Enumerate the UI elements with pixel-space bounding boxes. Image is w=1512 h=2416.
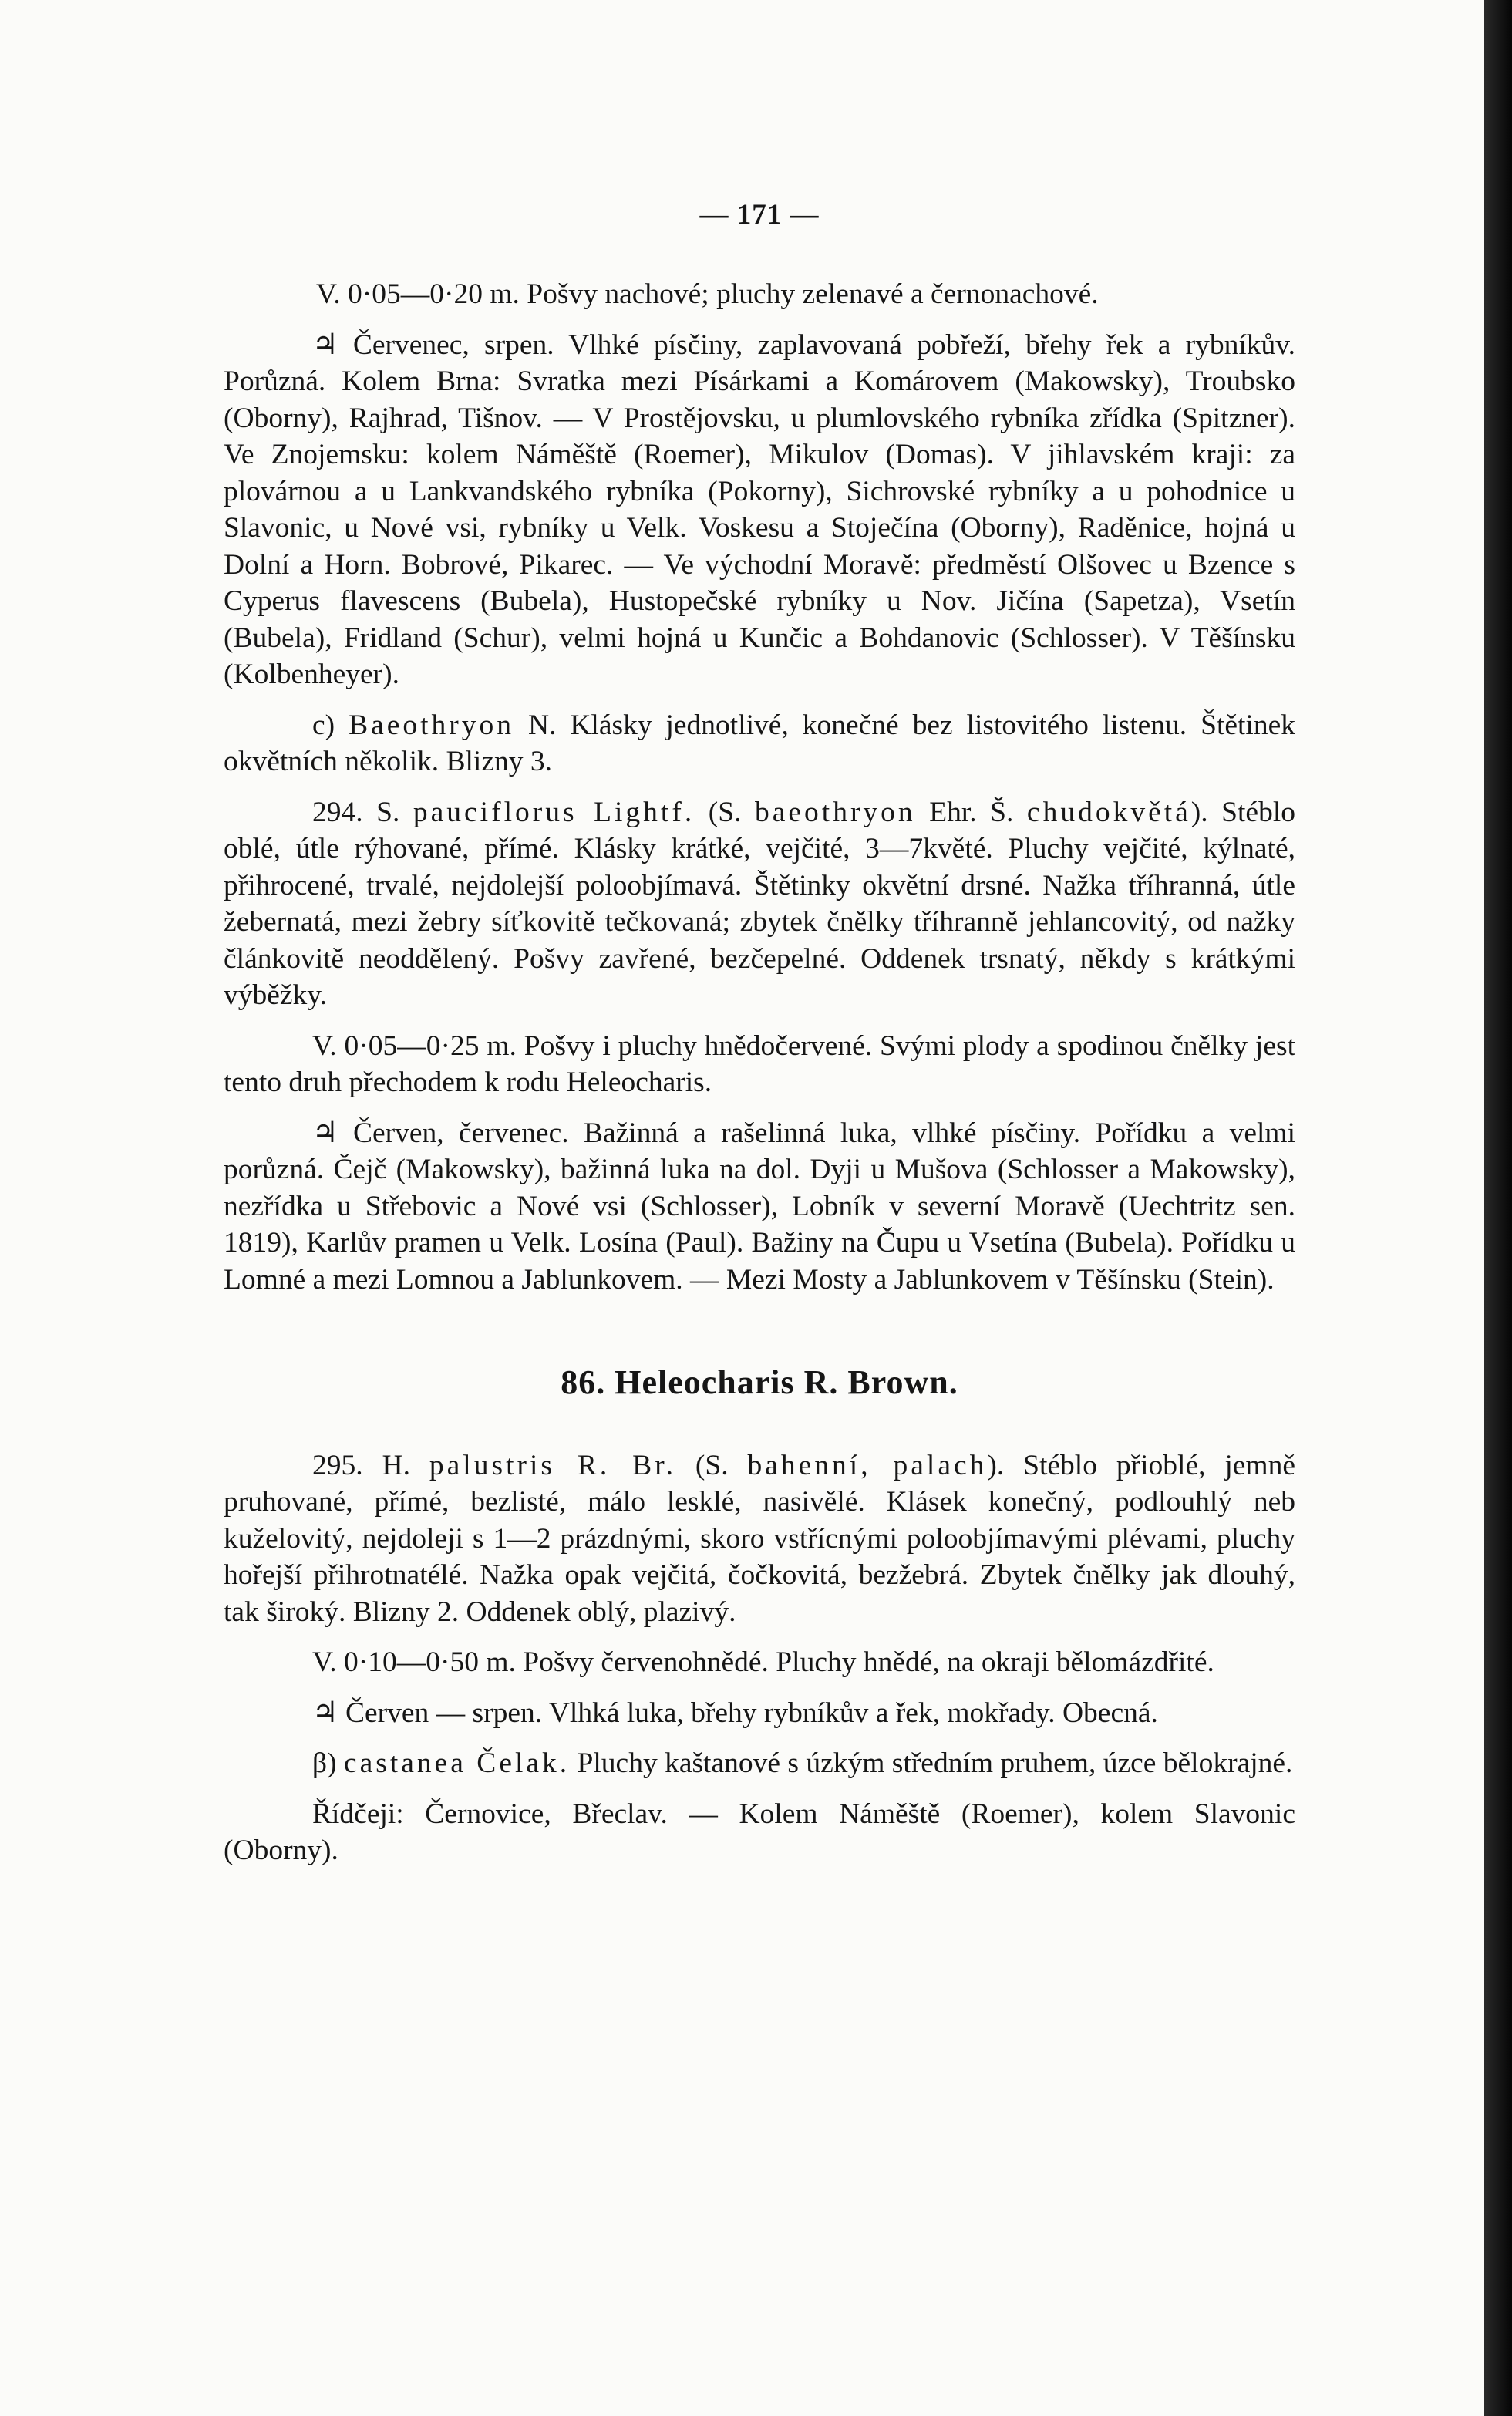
species-name: palustris R. Br.: [429, 1449, 676, 1481]
paragraph-variety-localities: Řídčeji: Černovice, Břeclav. — Kolem Náměště (Roemer), kolem Slavonic (Oborny).: [224, 1798, 1295, 1866]
page-body: [224, 276, 1295, 1869]
book-spine-edge: [1484, 0, 1512, 2416]
paragraph-flowering-localities: ♃ Červenec, srpen. Vlhké písčiny, zaplavovaná pobřeží, břehy řek a rybníkův. Porůzná. Kolem Brna: Svratka mezi Písárkami a Komárovem (Makowsky), Troubsko (Oborny), Rajhrad, Tišnov. — V Prostějovsku, u plumlovského rybníka zřídka (Spitzner). Ve Znojemsku: kolem Náměště (Roemer), Mikulov (Domas). V jihlavském kraji: za plovárnou a u Lankvandského rybníka (Pokorny), Sichrovské rybníky a u pohodnice u Slavonic, u Nové vsi, rybníky u Velk. Voskesu a Stoječína (Oborny), Raděnice, hojná u Dolní a Horn. Bobrové, Pikarec. — Ve východní Moravě: předměstí Olšovec u Bzence s Cyperus flavescens (Bubela), Hustopečské rybníky u Nov. Jičína (Sapetza), Vsetín (Bubela), Fridland (Schur), velmi hojná u Kunčic a Bohdanovic (Schlosser). V Těšínsku (Kolbenheyer).: [224, 329, 1295, 690]
paragraph-species-294-height: V. 0·05—0·25 m. Pošvy i pluchy hnědočervené. Svými plody a spodinou čnělky jest tento druh přechodem k rodu Heleocharis.: [224, 1029, 1295, 1098]
paragraph-species-294: 294. S. pauciflorus Lightf. (S. baeothryon Ehr. Š. chudokvětá). Stéblo oblé, útle rýhované, přímé. Klásky krátké, vejčité, 3—7květé. Pluchy vejčité, kýlnaté, přihrocené, trvalé, nejdolejší poloobjímavá. Štětinky okvětní drsné. Nažka tříhranná, útle žebernatá, mezi žebry síťkovitě tečkovaná; zbytek čnělky tříhranně jehlancovitý, od nažky článkovitě neoddělený. Pošvy zavřené, bezčepelné. Oddenek trsnatý, někdy s krátkými výběžky.: [224, 796, 1295, 1011]
section-name: Baeothryon: [349, 709, 515, 741]
page-number: — 171 —: [699, 199, 820, 231]
paragraph-species-295: 295. H. palustris R. Br. (S. bahenní, palach). Stéblo přioblé, jemně pruhované, přímé, bezlisté, málo lesklé, nasivělé. Klásek konečný, podlouhlý neb kuželovitý, nejdoleji s 1—2 prázdnými, skoro vstřícnými poloobjímavými plévami, pluchy hořejší přihrotnatélé. Nažka opak vejčitá, čočkovitá, bezžebrá. Zbytek čnělky jak dlouhý, tak široký. Blizny 2. Oddenek oblý, plazivý.: [224, 1449, 1295, 1628]
paragraph-species-294-localities: ♃ Červen, červenec. Bažinná a rašelinná luka, vlhké písčiny. Pořídku a velmi porůzná. Čejč (Makowsky), bažinná luka na dol. Dyji u Mušova (Schlosser a Makowsky), nezřídka u Střebovic a Nové vsi (Schlosser), Lobník v severní Moravě (Uechtritz sen. 1819), Karlův pramen u Velk. Losína (Paul). Bažiny na Čupu u Vsetína (Bubela). Pořídku u Lomné a mezi Lomnou a Jablunkovem. — Mezi Mosty a Jablunkovem v Těšínsku (Stein).: [224, 1117, 1295, 1296]
synonym-name: baeothryon: [754, 796, 916, 828]
variety-name: castanea Čelak.: [343, 1747, 571, 1779]
paragraph-variety-castanea: β) castanea Čelak. Pluchy kaštanové s úzkým středním pruhem, úzce bělokrajné.: [312, 1747, 1293, 1779]
paragraph-species-295-height: V. 0·10—0·50 m. Pošvy červenohnědé. Pluchy hnědé, na okraji bělomázdřité.: [312, 1646, 1214, 1678]
genus-heading: 86. Heleocharis R. Brown.: [561, 1363, 958, 1401]
species-name: pauciflorus Lightf.: [413, 796, 695, 828]
czech-name: chudokvětá: [1026, 796, 1191, 828]
czech-name: bahenní, palach: [747, 1449, 988, 1481]
paragraph-species-295-flowering: ♃ Červen — srpen. Vlhká luka, břehy rybníkův a řek, mokřady. Obecná.: [312, 1697, 1158, 1729]
paragraph-section-baeothryon: c) Baeothryon N. Klásky jednotlivé, konečné bez listovitého listenu. Štětinek okvětních několik. Blizny 3.: [224, 709, 1295, 777]
paragraph-height: V. 0·05—0·20 m. Pošvy nachové; pluchy zelenavé a černonachové.: [316, 278, 1099, 310]
